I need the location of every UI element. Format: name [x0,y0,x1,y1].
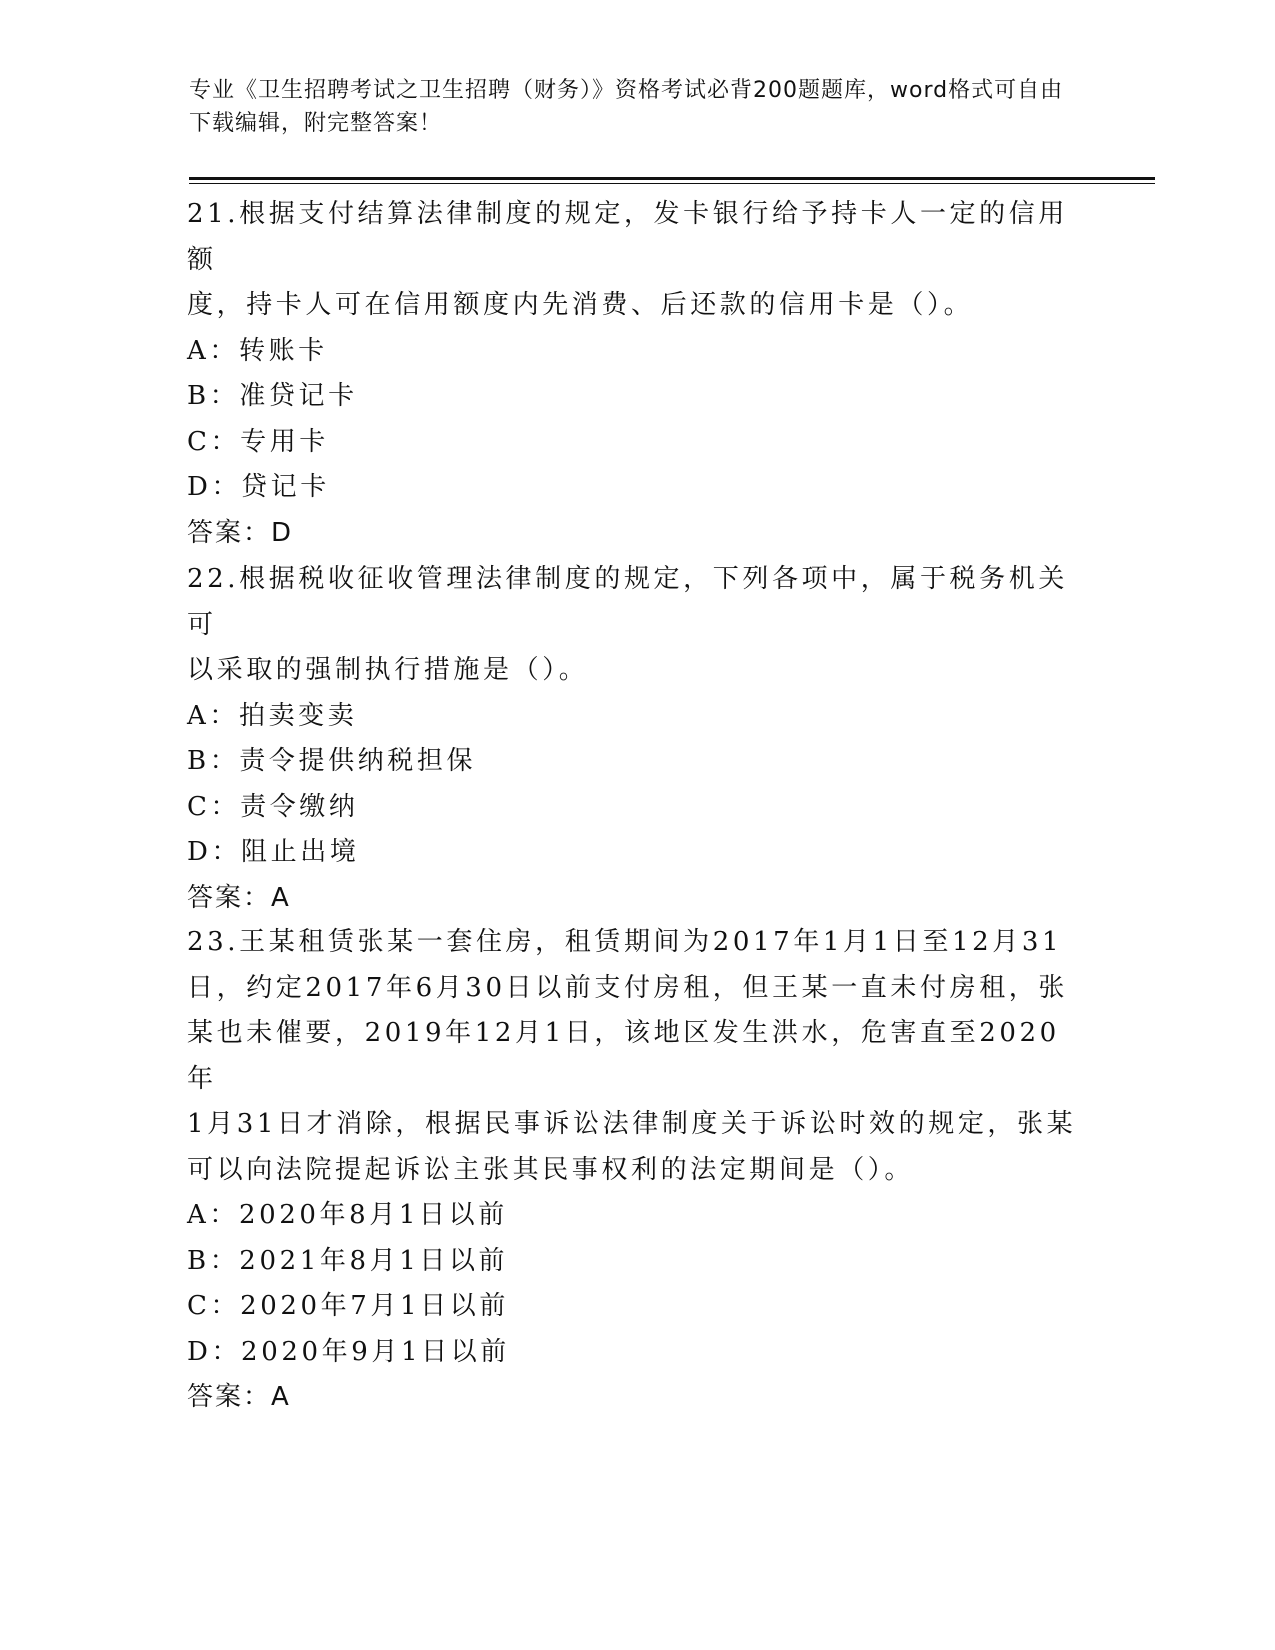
page-header: 专业《卫生招聘考试之卫生招聘（财务）》资格考试必背200题题库，word格式可自由下载编辑，附完整答案！ [189,78,1064,136]
option-b: B：责令提供纳税担保 [187,746,477,776]
answer-line: 答案：A [187,882,291,913]
option-a: A：拍卖变卖 [187,700,358,731]
option-c: C：责令缴纳 [187,791,359,822]
question-22 [187,557,1087,921]
option-b: B：2021年8月1日以前 [187,1245,509,1276]
option-c: C：2020年7月1日以前 [187,1291,509,1321]
option-list [187,1193,1087,1375]
option-a: A：2020年8月1日以前 [187,1200,508,1230]
option-a: A：转账卡 [187,335,328,366]
option-list [187,694,1087,876]
option-d: D：2020年9月1日以前 [187,1336,510,1367]
question-stem: 21.根据支付结算法律制度的规定，发卡银行给予持卡人一定的信用额 度，持卡人可在信用额度内先消费、后还款的信用卡是（）。 [187,199,1068,320]
option-list [187,329,1087,511]
answer-line: 答案：A [187,1382,291,1412]
option-d: D：阻止出境 [187,837,360,867]
question-stem: 22.根据税收征收管理法律制度的规定，下列各项中，属于税务机关可 以采取的强制执行措施是（）。 [187,564,1068,685]
option-c: C：专用卡 [187,426,329,457]
header-divider-thin [189,183,1155,184]
question-23 [187,920,1087,1421]
header-divider-thick [189,177,1155,180]
question-21 [187,192,1087,556]
option-d: D：贷记卡 [187,472,330,502]
answer-line: 答案：D [187,517,294,548]
option-b: B：准贷记卡 [187,381,358,411]
question-stem: 23.王某租赁张某一套住房，租赁期间为2017年1月1日至12月31 日，约定2017年6月30日以前支付房租，但王某一直未付房租，张 某也未催要，2019年12月1日，该地区发生洪水，危害直至2020年 1月31日才消除，根据民事诉讼法律制度关于诉讼时效的规定，张某 可以向法院提起诉讼主张其民事权利的法定期间是（）。 [187,927,1077,1185]
